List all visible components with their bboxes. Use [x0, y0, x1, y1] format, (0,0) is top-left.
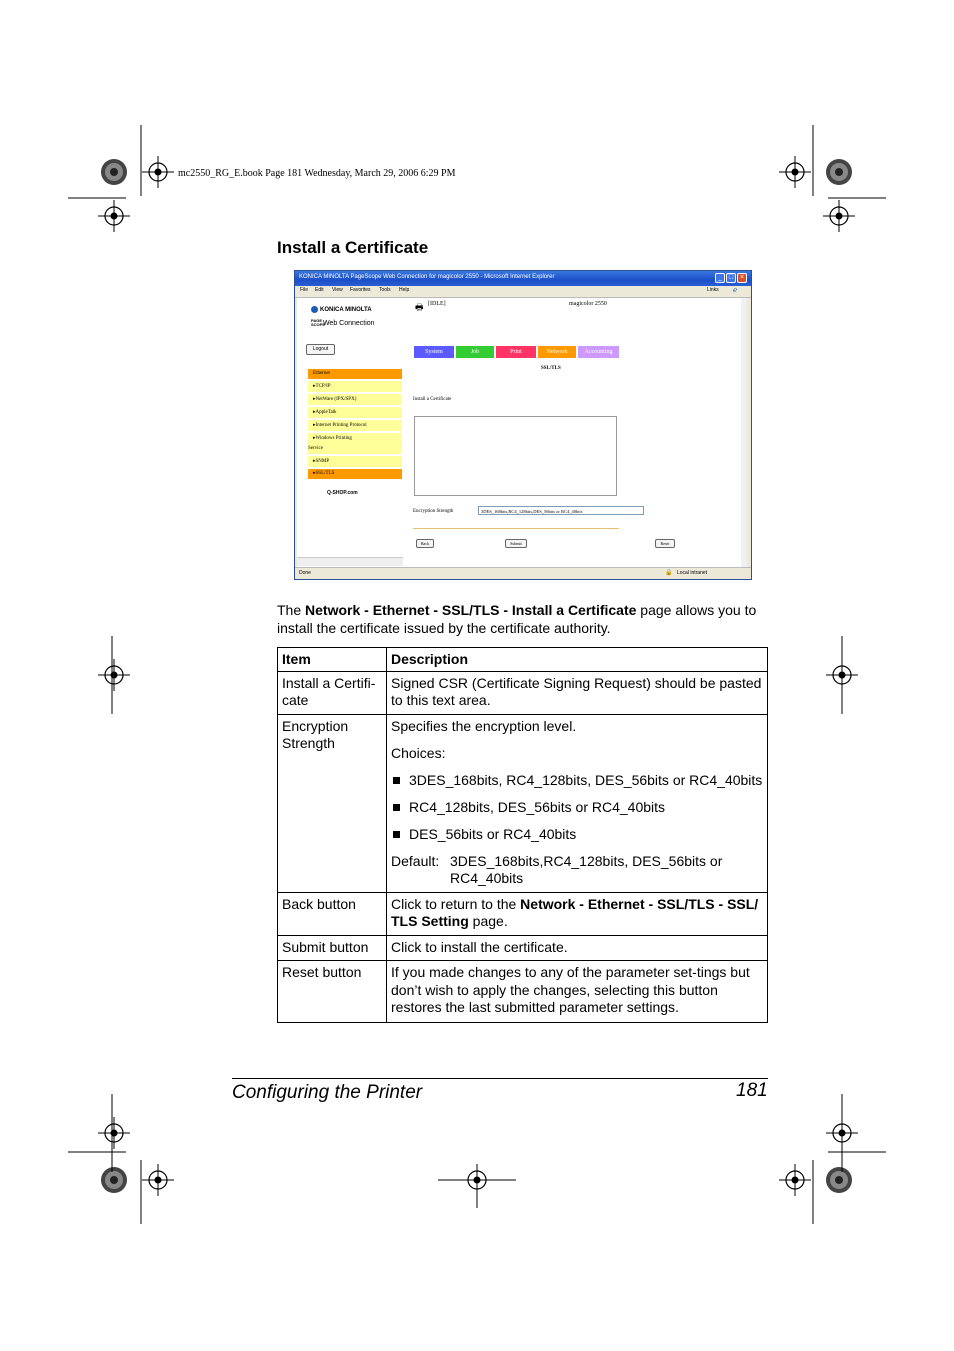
- pagescope-mark: PAGE SCOPE: [311, 318, 326, 327]
- printer-model: magicolor 2550: [569, 301, 607, 307]
- zone-label: Local intranet: [677, 570, 708, 576]
- close-icon[interactable]: ×: [737, 273, 747, 283]
- vertical-scrollbar[interactable]: [741, 298, 747, 567]
- table-row: [278, 961, 768, 1023]
- footer-title: Configuring the Printer: [232, 1082, 423, 1103]
- form-label: Install a Certificate: [413, 397, 452, 402]
- item-cell: Install a Certifi-cate: [278, 671, 387, 714]
- web-connection-logo: [311, 319, 375, 327]
- table-row: [278, 935, 768, 961]
- minimize-icon[interactable]: _: [715, 273, 725, 283]
- nav-netware[interactable]: ▸NetWare (IPX/SPX): [308, 394, 402, 405]
- konica-minolta-logo: KONICA MINOLTA: [311, 306, 372, 313]
- description-cell: Specifies the encryption level. Choices: 3DES_168bits, RC4_128bits, DES_56bits or RC4_40bits RC4_128bits, DES_56bits or RC4_40bits DES_56bits or RC4_40bits Default: 3DES_168bits,RC4_128bits, DES_56bits or RC4_40bits: [387, 714, 768, 892]
- section-title: Install a Certificate: [277, 238, 429, 257]
- page-heading: SSL/TLS: [541, 366, 561, 371]
- encryption-label: Encryption Strength: [413, 509, 454, 514]
- table-row: [278, 714, 768, 892]
- nav-snmp[interactable]: ▸SNMP: [308, 456, 402, 467]
- nav-appletalk[interactable]: ▸AppleTalk: [308, 407, 402, 418]
- menu-edit[interactable]: Edit: [315, 287, 324, 293]
- printer-status: [IDLE]: [428, 301, 446, 307]
- left-frame-scrollbar[interactable]: [297, 557, 403, 566]
- intro-path: Network - Ethernet - SSL/TLS - Install a Certificate: [305, 602, 637, 618]
- reset-button[interactable]: Reset: [655, 539, 675, 548]
- menu-bar: [295, 286, 751, 298]
- ie-logo-icon: ℯ: [733, 287, 738, 294]
- maximize-icon[interactable]: □: [726, 273, 736, 283]
- intro-paragraph: The Network - Ethernet - SSL/TLS - Install a Certificate page allows you to install the certificate issued by the certificate authority.: [277, 602, 757, 636]
- lock-icon: 🔒: [665, 570, 673, 576]
- browser-screenshot: [294, 270, 752, 580]
- table-row: [278, 892, 768, 935]
- certificate-textarea[interactable]: [414, 416, 617, 496]
- description-cell: Click to return to the Network - Ethernet - SSL/TLS - SSL/ TLS Setting page.: [387, 892, 768, 935]
- tab-print[interactable]: Print: [496, 346, 536, 358]
- header-description: Description: [387, 648, 768, 672]
- description-table: [277, 647, 768, 1023]
- window-title: KONICA MINOLTA PageScope Web Connection for magicolor 2550 - Microsoft Internet Explorer: [299, 274, 555, 280]
- table-header-row: [278, 648, 768, 672]
- footer-rule: [232, 1078, 768, 1079]
- description-cell: Signed CSR (Certificate Signing Request) should be pasted to this text area.: [387, 671, 768, 714]
- printer-icon: 🖶: [415, 302, 424, 312]
- tab-network[interactable]: Network: [538, 346, 576, 358]
- menu-help[interactable]: Help: [399, 287, 410, 293]
- nav-ipp[interactable]: ▸Internet Printing Protocol: [308, 420, 402, 431]
- book-header: mc2550_RG_E.book Page 181 Wednesday, March 29, 2006 6:29 PM: [178, 168, 456, 179]
- page-number: 181: [736, 1080, 768, 1101]
- back-button[interactable]: Back: [416, 539, 434, 548]
- item-cell: Reset button: [278, 961, 387, 1023]
- window-titlebar: [295, 271, 751, 286]
- divider: [413, 528, 619, 529]
- submit-button[interactable]: Submit: [505, 539, 527, 548]
- tab-job[interactable]: Job: [456, 346, 494, 358]
- status-done: Done: [299, 570, 311, 576]
- web-connection-text: Web Connection: [322, 319, 375, 327]
- nav-ethernet[interactable]: Ethernet: [308, 369, 402, 379]
- left-frame: [297, 298, 405, 560]
- item-cell: Submit button: [278, 935, 387, 961]
- choice-item: 3DES_168bits, RC4_128bits, DES_56bits or RC4_40bits: [391, 772, 764, 790]
- encryption-select[interactable]: 3DES_168bits,RC4_128bits,DES_56bits or RC4_40bits: [478, 506, 644, 515]
- nav-ssl-tls[interactable]: ▸SSL/TLS: [308, 469, 402, 479]
- item-cell: Back button: [278, 892, 387, 935]
- menu-tools[interactable]: Tools: [379, 287, 391, 293]
- description-cell: If you made changes to any of the parameter set-tings but don’t wish to apply the changes, selecting this button restores the last submitted parameter settings.: [387, 961, 768, 1023]
- item-cell: Encryption Strength: [278, 714, 387, 892]
- menu-file[interactable]: File: [300, 287, 309, 293]
- logout-button[interactable]: Logout: [306, 344, 335, 355]
- qshop-logo[interactable]: Q-SHOP.com: [327, 490, 358, 496]
- table-row: [278, 671, 768, 714]
- browser-content: [297, 298, 747, 567]
- tab-accounting[interactable]: Accounting: [578, 346, 619, 358]
- menu-view[interactable]: View: [332, 287, 343, 293]
- menu-favorites[interactable]: Favorites: [350, 287, 371, 293]
- choice-item: DES_56bits or RC4_40bits: [391, 826, 764, 844]
- description-cell: Click to install the certificate.: [387, 935, 768, 961]
- choice-item: RC4_128bits, DES_56bits or RC4_40bits: [391, 799, 764, 817]
- links-label[interactable]: Links: [707, 287, 719, 293]
- nav-windows-printing[interactable]: ▸Windows Printing Service: [308, 433, 402, 454]
- nav-tcpip[interactable]: ▸TCP/IP: [308, 381, 402, 392]
- status-bar: [295, 567, 751, 579]
- header-item: Item: [278, 648, 387, 672]
- tab-system[interactable]: System: [414, 346, 454, 358]
- right-frame: [409, 298, 745, 560]
- default-value: Default: 3DES_168bits,RC4_128bits, DES_56bits or RC4_40bits: [391, 852, 723, 886]
